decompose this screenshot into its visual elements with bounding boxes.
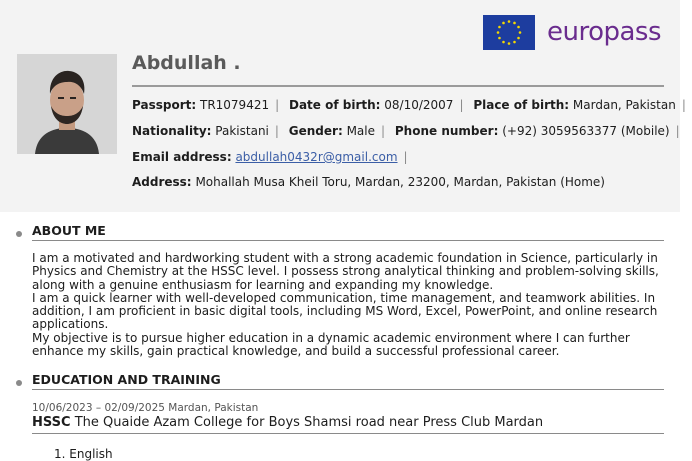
pob-label: Place of birth:	[473, 98, 570, 112]
personal-row: Nationality: Pakistani | Gender: Male | Phone number: (+92) 3059563377 (Mobile) |	[132, 124, 680, 138]
profile-photo	[17, 54, 117, 154]
email-label: Email address:	[132, 150, 232, 164]
about-bullet-icon	[16, 231, 22, 237]
eu-star-icon	[508, 20, 511, 23]
eu-flag-icon	[483, 15, 535, 50]
identity-row: Passport: TR1079421 | Date of birth: 08/10/2007 | Place of birth: Mardan, Pakistan |	[132, 98, 686, 112]
about-text	[32, 252, 664, 358]
list-item: 1. English	[54, 447, 113, 461]
cv-header	[0, 0, 686, 212]
address-value: Mohallah Musa Kheil Toru, Mardan, 23200, Mardan, Pakistan (Home)	[195, 175, 605, 189]
education-section-title: EDUCATION AND TRAINING	[32, 372, 221, 387]
avatar	[17, 54, 117, 154]
gender-value: Male	[346, 124, 376, 138]
eu-star-icon	[517, 37, 520, 40]
address-label: Address:	[132, 175, 192, 189]
address-row	[132, 175, 605, 189]
name-divider	[132, 85, 664, 87]
gender-label: Gender:	[288, 124, 343, 138]
passport-value: TR1079421	[199, 98, 270, 112]
eu-star-icon	[513, 41, 516, 44]
eu-star-icon	[502, 22, 505, 25]
dob-value: 08/10/2007	[384, 98, 454, 112]
dob-label: Date of birth:	[288, 98, 381, 112]
email-row: Email address: abdullah0432r@gmail.com |	[132, 150, 408, 164]
eu-star-icon	[502, 41, 505, 44]
europass-logo	[483, 15, 661, 50]
eu-star-icon	[497, 31, 500, 34]
about-paragraph: My objective is to pursue higher education in a dynamic academic environment where I can further enhance my skills, gain practical knowledge, and build a successful professional career.	[32, 330, 630, 359]
about-paragraph: I am a quick learner with well-developed communication, time management, and teamwork abilities. In addition, I am proficient in basic digital tools, including MS Word, Excel, PowerPoint, and online research applications.	[32, 290, 658, 332]
nationality-value: Pakistani	[215, 124, 269, 138]
about-section-title: ABOUT ME	[32, 223, 106, 238]
eu-star-icon	[498, 26, 501, 29]
nationality-label: Nationality:	[132, 124, 212, 138]
education-degree: HSSC	[32, 415, 71, 430]
phone-value: (+92) 3059563377 (Mobile)	[502, 124, 670, 138]
eu-star-icon	[508, 42, 511, 45]
eu-star-icon	[498, 37, 501, 40]
education-entry-divider	[32, 433, 664, 434]
about-paragraph: I am a motivated and hardworking student with a strong academic foundation in Science, particularly in Physics and Chemistry at the HSSC level. I possess strong analytical thinking and problem-solving skills, along with a genuine enthusiasm for learning and expanding my knowledge.	[32, 251, 659, 292]
education-entry-title	[32, 415, 543, 430]
about-divider	[32, 240, 664, 241]
education-institution: The Quaide Azam College for Boys Shamsi road near Press Club Mardan	[74, 415, 544, 430]
pob-value: Mardan, Pakistan	[572, 98, 676, 112]
education-date-place: 10/06/2023 – 02/09/2025 Mardan, Pakistan	[32, 402, 259, 414]
eu-star-icon	[513, 22, 516, 25]
email-link[interactable]: abdullah0432r@gmail.com	[235, 150, 398, 164]
profile-name: Abdullah .	[132, 52, 241, 74]
education-bullet-icon	[16, 380, 22, 386]
education-divider	[32, 389, 664, 390]
europass-wordmark: europass	[547, 17, 662, 47]
phone-label: Phone number:	[394, 124, 499, 138]
passport-label: Passport:	[132, 98, 197, 112]
eu-star-icon	[517, 26, 520, 29]
eu-star-icon	[519, 31, 522, 34]
